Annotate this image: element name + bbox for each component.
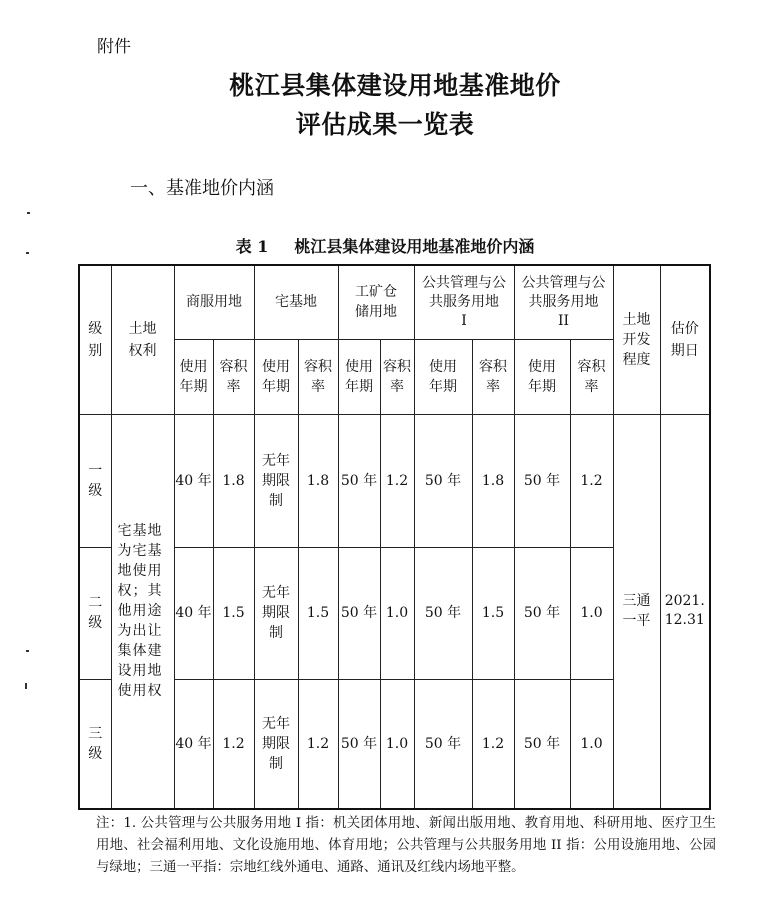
header-grade: 级别 xyxy=(79,265,111,414)
industrial-term-cell: 50 年 xyxy=(338,547,380,679)
header-industrial-term: 使用年期 xyxy=(338,339,380,414)
public2-term-cell: 50 年 xyxy=(514,414,570,547)
section-heading: 一、基准地价内涵 xyxy=(130,178,274,199)
grade-cell: 一级 xyxy=(79,414,111,547)
public2-term-cell: 50 年 xyxy=(514,679,570,809)
header-public-service-2-text: 公共管理与公共服务用地 xyxy=(521,274,606,310)
scan-speck xyxy=(25,683,27,689)
scan-speck xyxy=(27,212,30,214)
table-row xyxy=(79,414,710,547)
homestead-ratio-cell: 1.2 xyxy=(298,679,338,809)
header-development-level: 土地开发程度 xyxy=(613,265,660,414)
public1-term-cell: 50 年 xyxy=(414,547,472,679)
valuation-date-cell xyxy=(660,414,710,809)
homestead-ratio-cell: 1.5 xyxy=(298,547,338,679)
valuation-date-line1: 2021. xyxy=(664,593,705,610)
header-commercial: 商服用地 xyxy=(174,265,254,339)
scan-speck xyxy=(26,252,29,254)
homestead-term-cell: 无年期限制 xyxy=(254,547,298,679)
public1-term-cell: 50 年 xyxy=(414,414,472,547)
header-public1-term: 使用年期 xyxy=(414,339,472,414)
public1-ratio-cell: 1.8 xyxy=(472,414,514,547)
header-row-1 xyxy=(79,265,710,339)
table-caption-number: 表 1 xyxy=(235,237,269,256)
header-valuation-date: 估价期日 xyxy=(660,265,710,414)
industrial-term-cell: 50 年 xyxy=(338,414,380,547)
header-public-service-1-text: 公共管理与公共服务用地 xyxy=(422,274,506,310)
valuation-date-line2: 12.31 xyxy=(664,612,705,629)
public1-ratio-cell: 1.5 xyxy=(472,547,514,679)
header-land-rights: 土地权利 xyxy=(111,265,174,414)
commercial-ratio-cell: 1.5 xyxy=(213,547,254,679)
document-title-line2: 评估成果一览表 xyxy=(295,110,475,139)
industrial-ratio-cell: 1.0 xyxy=(380,547,414,679)
land-rights-cell: 宅基地为宅基地使用权；其他用途为出让集体建设用地使用权 xyxy=(111,414,174,809)
header-industrial: 工矿仓储用地 xyxy=(338,265,414,339)
public2-term-cell: 50 年 xyxy=(514,547,570,679)
development-level-cell: 三通一平 xyxy=(613,414,660,809)
industrial-term-cell: 50 年 xyxy=(338,679,380,809)
grade-cell: 二级 xyxy=(79,547,111,679)
public2-ratio-cell: 1.0 xyxy=(570,547,613,679)
table-caption xyxy=(0,234,770,257)
header-public-service-2 xyxy=(514,265,613,339)
public1-ratio-cell: 1.2 xyxy=(472,679,514,809)
commercial-term-cell: 40 年 xyxy=(174,414,213,547)
header-industrial-ratio: 容积率 xyxy=(380,339,414,414)
header-commercial-term: 使用年期 xyxy=(174,339,213,414)
homestead-ratio-cell: 1.8 xyxy=(298,414,338,547)
document-title-line1: 桃江县集体建设用地基准地价 xyxy=(229,71,561,100)
homestead-term-cell: 无年期限制 xyxy=(254,679,298,809)
public1-term-cell: 50 年 xyxy=(414,679,472,809)
header-homestead-term: 使用年期 xyxy=(254,339,298,414)
table-footnote: 注：1. 公共管理与公共服务用地 I 指：机关团体用地、新闻出版用地、教育用地、科研用地、医疗卫生用地、社会福利用地、文化设施用地、体育用地；公共管理与公共服务用地 II 指：公用设施用地、公园与绿地；三通一平指：宗地红线外通电、通路、通讯及红线内场地平整。 xyxy=(96,816,716,875)
header-public2-term: 使用年期 xyxy=(514,339,570,414)
grade-cell: 三级 xyxy=(79,679,111,809)
public2-ratio-cell: 1.2 xyxy=(570,414,613,547)
public2-ratio-cell: 1.0 xyxy=(570,679,613,809)
header-public-service-2-roman: II xyxy=(557,312,570,329)
header-commercial-ratio: 容积率 xyxy=(213,339,254,414)
land-price-table xyxy=(78,264,711,810)
header-public1-ratio: 容积率 xyxy=(472,339,514,414)
header-homestead-ratio: 容积率 xyxy=(298,339,338,414)
commercial-ratio-cell: 1.2 xyxy=(213,679,254,809)
attachment-label: 附件 xyxy=(97,37,131,57)
header-public2-ratio: 容积率 xyxy=(570,339,613,414)
header-homestead: 宅基地 xyxy=(254,265,338,339)
header-public-service-1 xyxy=(414,265,514,339)
commercial-ratio-cell: 1.8 xyxy=(213,414,254,547)
commercial-term-cell: 40 年 xyxy=(174,547,213,679)
industrial-ratio-cell: 1.2 xyxy=(380,414,414,547)
table-caption-text: 桃江县集体建设用地基准地价内涵 xyxy=(294,237,535,256)
homestead-term-cell: 无年期限制 xyxy=(254,414,298,547)
commercial-term-cell: 40 年 xyxy=(174,679,213,809)
industrial-ratio-cell: 1.0 xyxy=(380,679,414,809)
header-public-service-1-roman: I xyxy=(461,312,467,329)
scan-speck xyxy=(26,650,29,652)
